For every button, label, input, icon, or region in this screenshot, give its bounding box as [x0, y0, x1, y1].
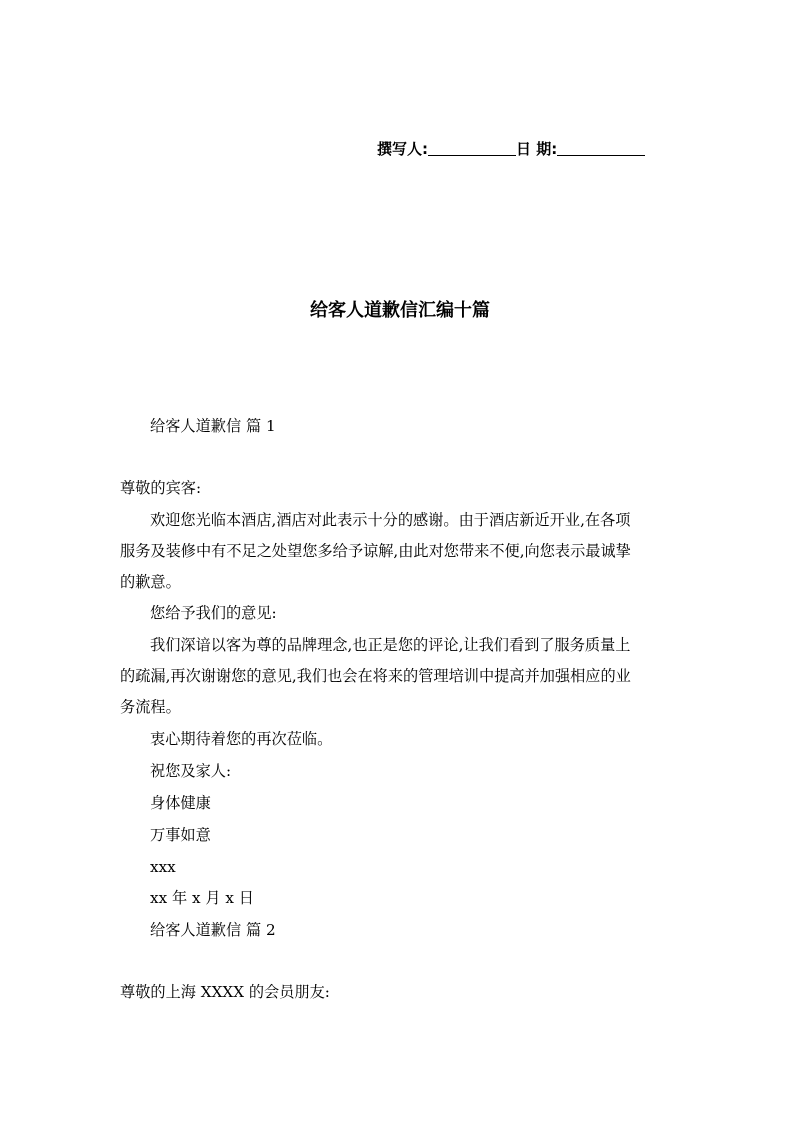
section-1-heading: 给客人道歉信 篇 1 — [150, 417, 276, 435]
author-label: 撰写人: — [377, 140, 428, 158]
letter-date: xx 年 x 月 x 日 — [150, 889, 254, 907]
document-title: 给客人道歉信汇编十篇 — [310, 300, 490, 321]
paragraph-3-line-3: 务流程。 — [120, 698, 181, 716]
section-1-salutation: 尊敬的宾客: — [120, 479, 202, 497]
date-blank — [557, 141, 645, 156]
date-label: 日 期: — [516, 140, 558, 158]
paragraph-1-line-3: 的歉意。 — [120, 573, 181, 591]
paragraph-2: 您给予我们的意见: — [150, 604, 277, 622]
section-2-salutation: 尊敬的上海 XXXX 的会员朋友: — [120, 983, 330, 1001]
paragraph-3-line-2: 的疏漏,再次谢谢您的意见,我们也会在将来的管理培训中提高并加强相应的业 — [120, 667, 631, 685]
paragraph-3-line-1: 我们深谙以客为尊的品牌理念,也正是您的评论,让我们看到了服务质量上 — [150, 636, 631, 654]
wish-line: 祝您及家人: — [150, 762, 232, 780]
signature: xxx — [150, 858, 176, 876]
paragraph-1-line-2: 服务及装修中有不足之处望您多给予谅解,由此对您带来不便,向您表示最诚挚 — [120, 542, 631, 560]
author-blank — [428, 141, 516, 156]
paragraph-4: 衷心期待着您的再次莅临。 — [150, 730, 333, 748]
author-date-line — [377, 138, 645, 159]
wish-success: 万事如意 — [150, 826, 211, 844]
wish-health: 身体健康 — [150, 794, 211, 812]
paragraph-1-line-1: 欢迎您光临本酒店,酒店对此表示十分的感谢。由于酒店新近开业,在各项 — [150, 511, 631, 529]
section-2-heading: 给客人道歉信 篇 2 — [150, 921, 276, 939]
